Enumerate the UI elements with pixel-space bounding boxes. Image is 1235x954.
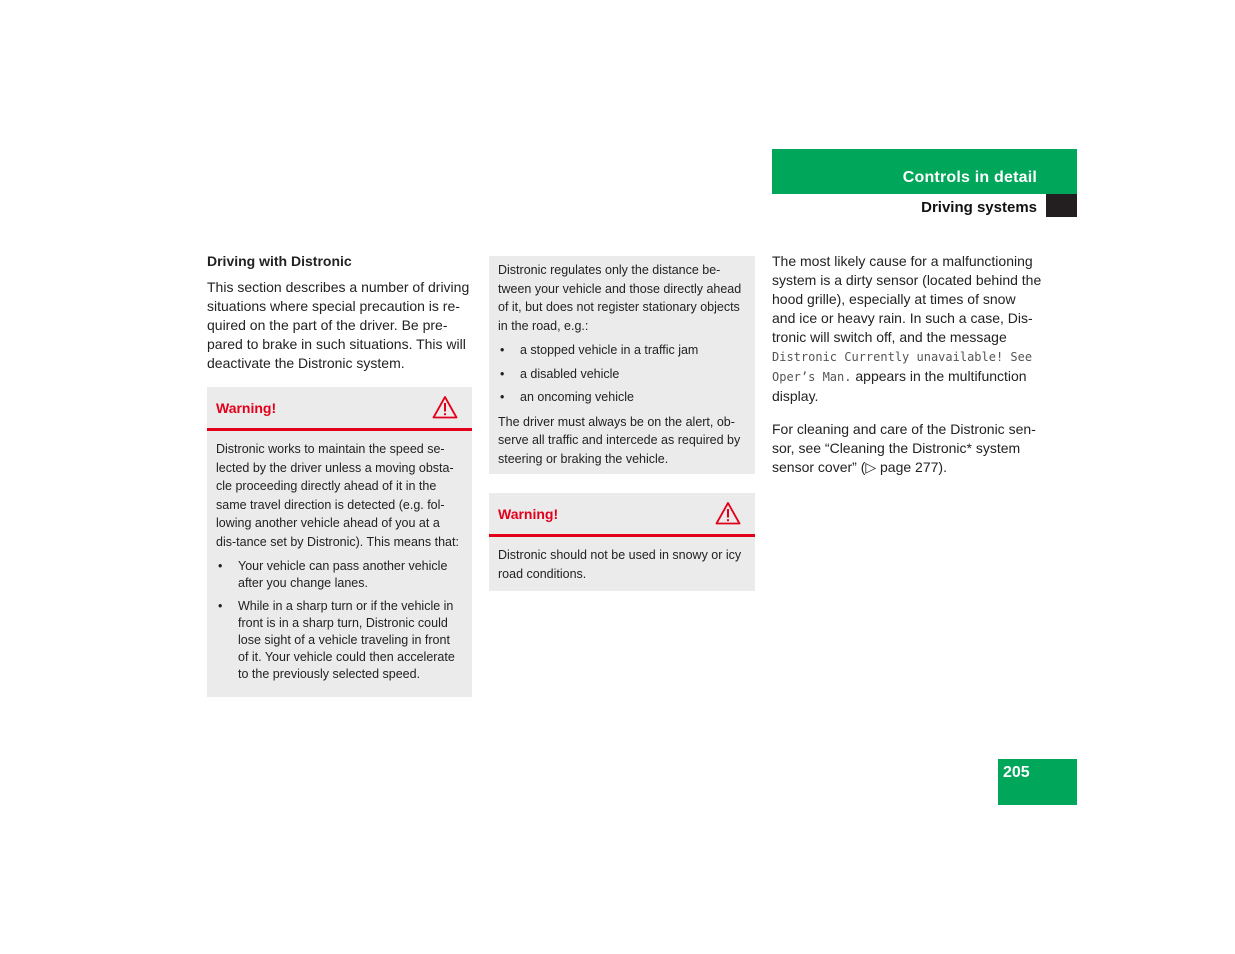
list-item: • an oncoming vehicle bbox=[498, 389, 746, 406]
list-item: • a disabled vehicle bbox=[498, 366, 746, 383]
column-middle bbox=[489, 256, 755, 591]
warning-body bbox=[207, 431, 472, 697]
warning-text: Distronic works to maintain the speed se-lected by the driver unless a moving obsta-cle proceeding directly ahead of it in the same travel direction is detected (e.g. fol-lowing another vehicle ahead of you at a dis-tance set by Distronic). This means that: bbox=[216, 442, 459, 549]
section-marker bbox=[1046, 194, 1077, 217]
warning-label: Warning! bbox=[216, 400, 277, 416]
subsection-heading: Driving with Distronic bbox=[207, 253, 352, 269]
note-bullet-list bbox=[498, 342, 746, 406]
note-box bbox=[489, 256, 755, 474]
note-outro: The driver must always be on the alert, ob-serve all traffic and intercede as required by steering or braking the vehicle. bbox=[498, 414, 741, 466]
page-number: 205 bbox=[1003, 764, 1030, 781]
column-left bbox=[207, 252, 472, 697]
display-message: Distronic Currently unavailable! See Oper’s Man. bbox=[772, 350, 1033, 384]
warning-body bbox=[489, 537, 755, 591]
malfunction-text: The most likely cause for a malfunctioning system is a dirty sensor (located behind the hood grille), especially at times of snow and ice or heavy rain. In such a case, Dis-tronic will switch off, and the message bbox=[772, 253, 1042, 345]
malfunction-paragraph bbox=[772, 252, 1042, 406]
warning-box bbox=[207, 387, 472, 697]
cleaning-paragraph: For cleaning and care of the Distronic sen-sor, see “Cleaning the Distronic* system sensor cover” (▷ page 277). bbox=[772, 421, 1036, 475]
note-intro: Distronic regulates only the distance be-tween your vehicle and those directly ahead of it, but does not register stationary objects in the road, e.g.: bbox=[498, 263, 742, 333]
warning-header bbox=[207, 387, 472, 431]
list-item: • a stopped vehicle in a traffic jam bbox=[498, 342, 746, 359]
warning-text: Distronic should not be used in snowy or icy road conditions. bbox=[498, 548, 742, 581]
section-title: Driving systems bbox=[921, 199, 1037, 216]
chapter-header bbox=[772, 149, 1077, 194]
warning-triangle-icon bbox=[432, 395, 458, 419]
warning-box bbox=[489, 493, 755, 591]
intro-paragraph: This section describes a number of driving situations where special precaution is re-quired on the part of the driver. Be pre-pared to brake in such situations. This will deactivate the Distronic system. bbox=[207, 279, 470, 371]
malfunction-text-end: appears in the multifunction display. bbox=[772, 368, 1027, 404]
warning-label: Warning! bbox=[498, 506, 559, 522]
warning-header bbox=[489, 493, 755, 537]
chapter-title: Controls in detail bbox=[902, 169, 1037, 186]
warning-bullet-list bbox=[216, 558, 463, 683]
list-item: • While in a sharp turn or if the vehicle in front is in a sharp turn, Distronic could lose sight of a vehicle traveling in front of it. Your vehicle could then accelerate to the previously selected speed. bbox=[216, 598, 463, 683]
warning-triangle-icon bbox=[715, 501, 741, 525]
column-right bbox=[772, 252, 1042, 491]
list-item: • Your vehicle can pass another vehicle after you change lanes. bbox=[216, 558, 463, 592]
page-number-box bbox=[998, 759, 1077, 805]
